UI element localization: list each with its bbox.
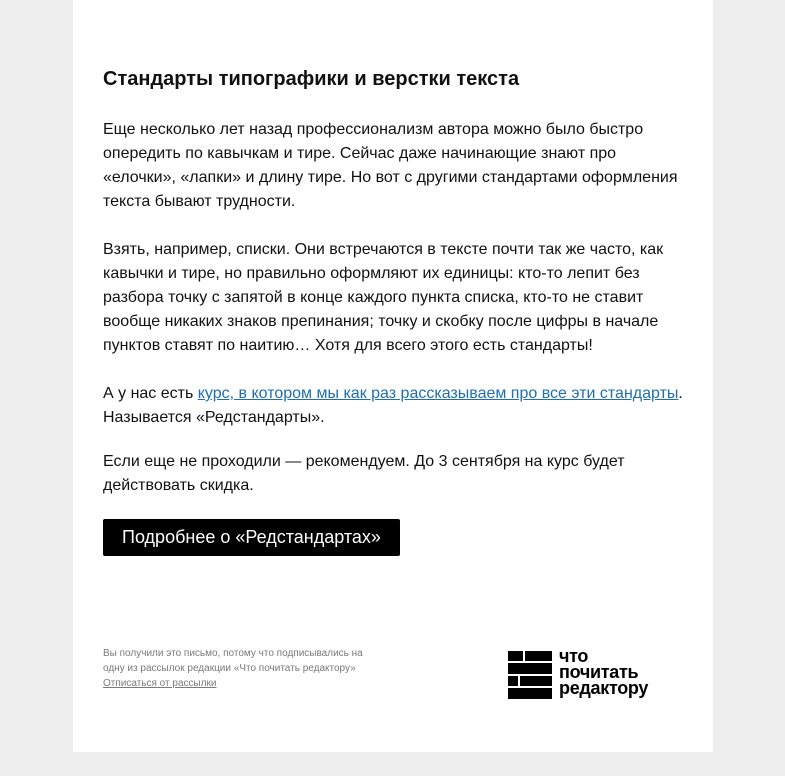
brand-logo[interactable] — [508, 646, 688, 702]
subscription-notice: Вы получили это письмо, потому что подписывались на одну из рассылок редакции «Что почитать редактору» — [103, 648, 363, 674]
paragraph-course — [103, 382, 688, 430]
footer-notice — [103, 646, 383, 691]
logo-wordmark — [559, 648, 689, 696]
logo-line-2: почитать — [559, 662, 639, 682]
paragraph-discount: Если еще не проходили — рекомендуем. До 3 сентября на курс будет действовать скидка. — [103, 453, 625, 494]
paragraph-course-suffix: . Называется «Редстандарты». — [103, 385, 683, 426]
course-link[interactable]: курс, в котором мы как раз рассказываем про все эти стандарты — [197, 385, 679, 402]
logo-mark-icon — [508, 651, 552, 699]
logo-line-3: редактору — [559, 678, 649, 698]
email-card — [73, 0, 713, 752]
paragraph-course-prefix: А у нас есть — [103, 385, 198, 402]
logo-line-1: что — [559, 646, 589, 666]
more-about-course-button[interactable]: Подробнее о «Редстандартах» — [103, 519, 400, 556]
paragraph-lists: Взять, например, списки. Они встречаются в тексте почти так же часто, как кавычки и тире, но правильно оформляют их единицы: кто-то лепит без разбора точку с запятой в конце каждого пункта списка, кто-то не ставит вообще никаких знаков препинания; точку и скобку после цифры в начале пунктов ставят по наитию… Хотя для всего этого есть стандарты! — [103, 241, 664, 354]
article-title: Стандарты типографики и верстки текста — [103, 68, 520, 90]
email-content — [103, 64, 688, 556]
paragraph-intro: Еще несколько лет назад профессионализм автора можно было быстро опередить по кавычкам и тире. Сейчас даже начинающие знают про «елочки», «лапки» и длину тире. Но вот с другими стандартами оформления текста бывают трудности. — [103, 121, 678, 210]
unsubscribe-link[interactable]: Отписаться от рассылки — [103, 678, 217, 689]
